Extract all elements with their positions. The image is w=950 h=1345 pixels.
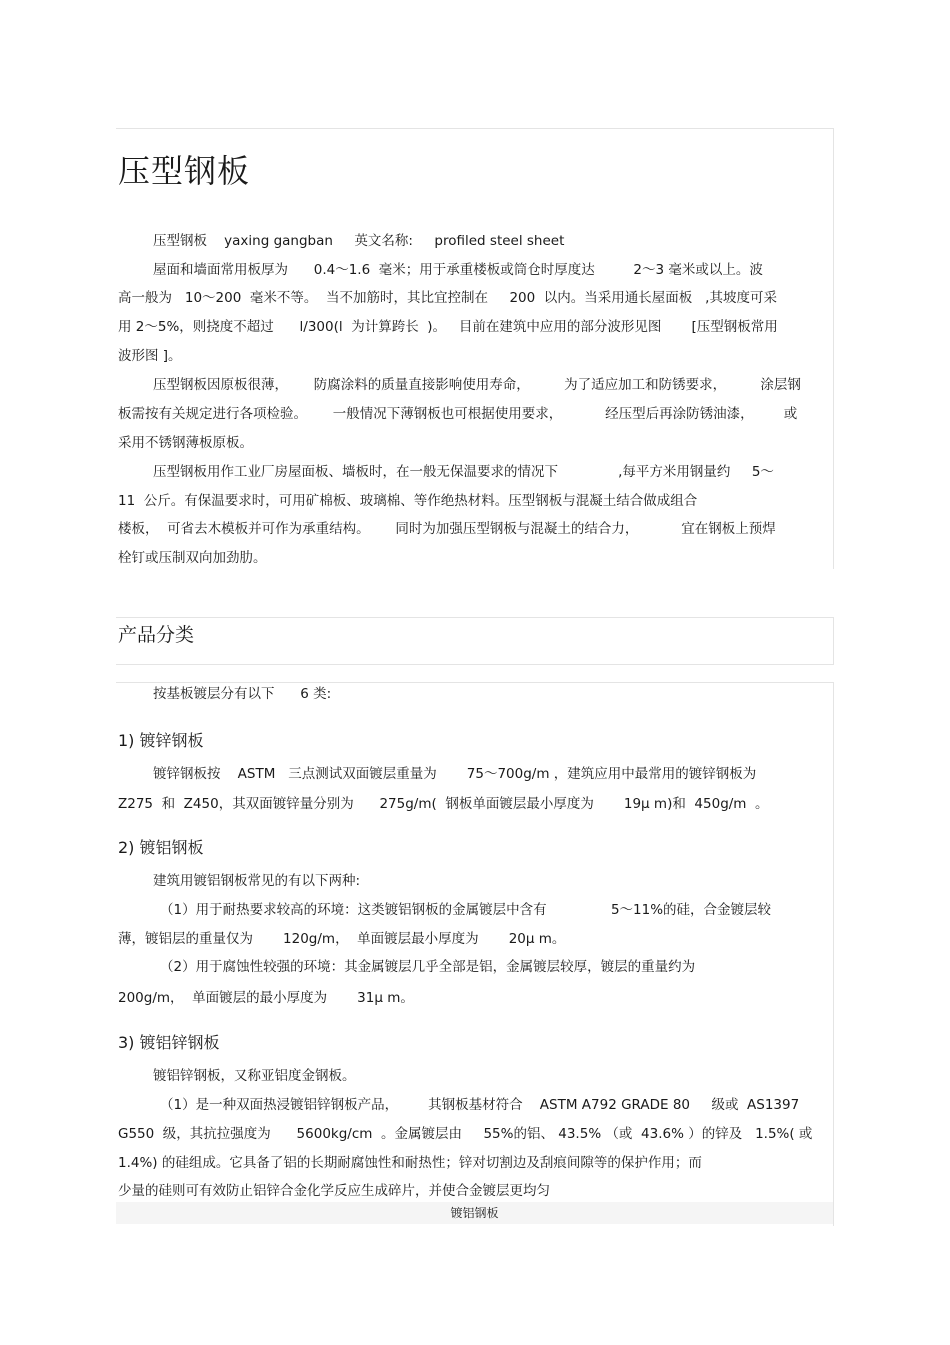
subsection-heading: 1) 镀锌钢板 <box>118 731 204 750</box>
body-line: （1）是一种双面热浸镀铝锌钢板产品， 其钢板基材符合 ASTM A792 GRADE 80 级或 AS1397 <box>160 1097 800 1113</box>
page-title: 压型钢板 <box>118 152 251 190</box>
paragraph-3-line: 楼板， 可省去木模板并可作为承重结构。 同时为加强压型钢板与混凝土的结合力， 宜在钢板上预焊 <box>118 521 776 537</box>
paragraph-1-line: 波形图 ]。 <box>118 348 182 364</box>
body-line: 薄，镀铝层的重量仅为 120g/m， 单面镀层最小厚度为 20μ m。 <box>118 931 566 947</box>
paragraph-2-line: 采用不锈钢薄板原板。 <box>118 435 253 451</box>
section-title: 产品分类 <box>118 624 195 646</box>
body-line: Z275 和 Z450，其双面镀锌量分别为 275g/m( 钢板单面镀层最小厚度为 19μ m)和 450g/m 。 <box>118 796 769 812</box>
subsection-heading: 2) 镀铝钢板 <box>118 838 204 857</box>
body-line: （2）用于腐蚀性较强的环境：其金属镀层几乎全部是铝，金属镀层较厚，镀层的重量约为 <box>160 959 696 975</box>
paragraph-1-line: 用 2～5%，则挠度不超过 l/300(l 为计算跨长 )。 目前在建筑中应用的部分波形见图 [压型钢板常用 <box>118 319 778 335</box>
body-line: G550 级，其抗拉强度为 5600kg/cm 。金属镀层由 55%的铝、 43.5% （或 43.6% ）的锌及 1.5%( 或 <box>118 1126 813 1142</box>
paragraph-1-line: 屋面和墙面常用板厚为 0.4～1.6 毫米；用于承重楼板或筒仓时厚度达 2～3 毫米或以上。波 <box>153 262 763 278</box>
subsection-heading: 3) 镀铝锌钢板 <box>118 1033 220 1052</box>
paragraph-3-line: 栓钉或压制双向加劲肋。 <box>118 550 267 566</box>
section-lead: 按基板镀层分有以下 6 类: <box>153 686 332 702</box>
paragraph-3-line: 压型钢板用作工业厂房屋面板、墙板时，在一般无保温要求的情况下 ,每平方米用钢量约 5～ <box>153 464 774 480</box>
body-line: 建筑用镀铝钢板常见的有以下两种: <box>153 873 361 889</box>
body-line: 200g/m， 单面镀层的最小厚度为 31μ m。 <box>118 990 414 1006</box>
paragraph-2-line: 板需按有关规定进行各项检验。 一般情况下薄钢板也可根据使用要求， 经压型后再涂防锈油漆， 或 <box>118 406 798 422</box>
figure-caption: 镀铝钢板 <box>116 1202 833 1224</box>
paragraph-1-line: 高一般为 10～200 毫米不等。 当不加筋时，其比宜控制在 200 以内。当采用通长屋面板 ,其坡度可采 <box>118 290 777 306</box>
paragraph-2-line: 压型钢板因原板很薄， 防腐涂料的质量直接影响使用寿命， 为了适应加工和防锈要求， 涂层钢 <box>153 377 801 393</box>
body-line: 镀铝锌钢板，又称亚铝度金钢板。 <box>153 1068 356 1084</box>
section-title-frame <box>116 617 834 665</box>
body-line: 镀锌钢板按 ASTM 三点测试双面镀层重量为 75～700g/m ，建筑应用中最常用的镀锌钢板为 <box>153 766 757 782</box>
name-line: 压型钢板 yaxing gangban 英文名称: profiled steel sheet <box>153 233 565 249</box>
body-line: （1）用于耐热要求较高的环境：这类镀铝钢板的金属镀层中含有 5～11%的硅，合金镀层较 <box>160 902 772 918</box>
body-line: 1.4%) 的硅组成。它具备了铝的长期耐腐蚀性和耐热性；锌对切割边及刮痕间隙等的保护作用；而 <box>118 1155 702 1171</box>
paragraph-3-line: 11 公斤。有保温要求时，可用矿棉板、玻璃棉、等作绝热材料。压型钢板与混凝土结合做成组合 <box>118 493 698 509</box>
body-line: 少量的硅则可有效防止铝锌合金化学反应生成碎片，并使合金镀层更均匀 <box>118 1183 550 1199</box>
